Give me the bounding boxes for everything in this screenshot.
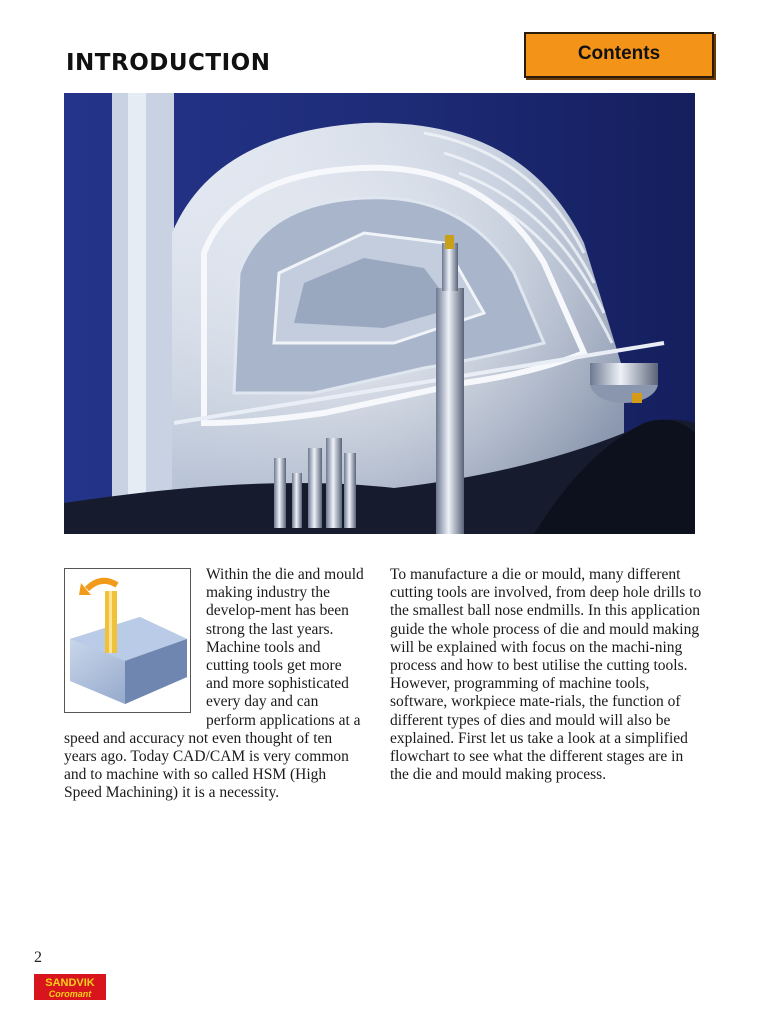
thumbnail-float-spacer bbox=[64, 566, 206, 718]
sandvik-coromant-logo bbox=[34, 974, 106, 1000]
intro-left-column bbox=[64, 566, 364, 803]
hero-image bbox=[64, 93, 695, 534]
die-mould-machining-photo bbox=[64, 93, 695, 534]
contents-button[interactable]: Contents bbox=[524, 32, 714, 78]
sandvik-logo-icon bbox=[34, 974, 106, 1000]
svg-text:Coromant: Coromant bbox=[48, 989, 92, 999]
page-title: INTRODUCTION bbox=[66, 50, 271, 76]
page-number: 2 bbox=[34, 949, 42, 966]
svg-text:SANDVIK: SANDVIK bbox=[45, 977, 95, 989]
intro-right-column bbox=[390, 566, 702, 784]
intro-paragraph-right: To manufacture a die or mould, many different cutting tools are involved, from deep hole drills to the smallest ball nose endmills. In this application guide the whole process of die and mould making will be explained with focus on the machi-ning process and how to best utilise the cutting tools. However, programming of machine tools, software, workpiece mate-rials, the function of different types of dies and mould will also be explained. First let us take a look at a simplified flowchart to see what the different stages are in the die and mould making process. bbox=[390, 566, 702, 784]
intro-paragraph-left: Within the die and mould making industry the develop-ment has been strong the last years. Machine tools and cutting tools get more and more sophisticated every day and can perform applications at a speed and accuracy not even thought of ten years ago. Today CAD/CAM is very common and to machine with so called HSM (High Speed Machining) it is a necessity. bbox=[64, 566, 364, 802]
